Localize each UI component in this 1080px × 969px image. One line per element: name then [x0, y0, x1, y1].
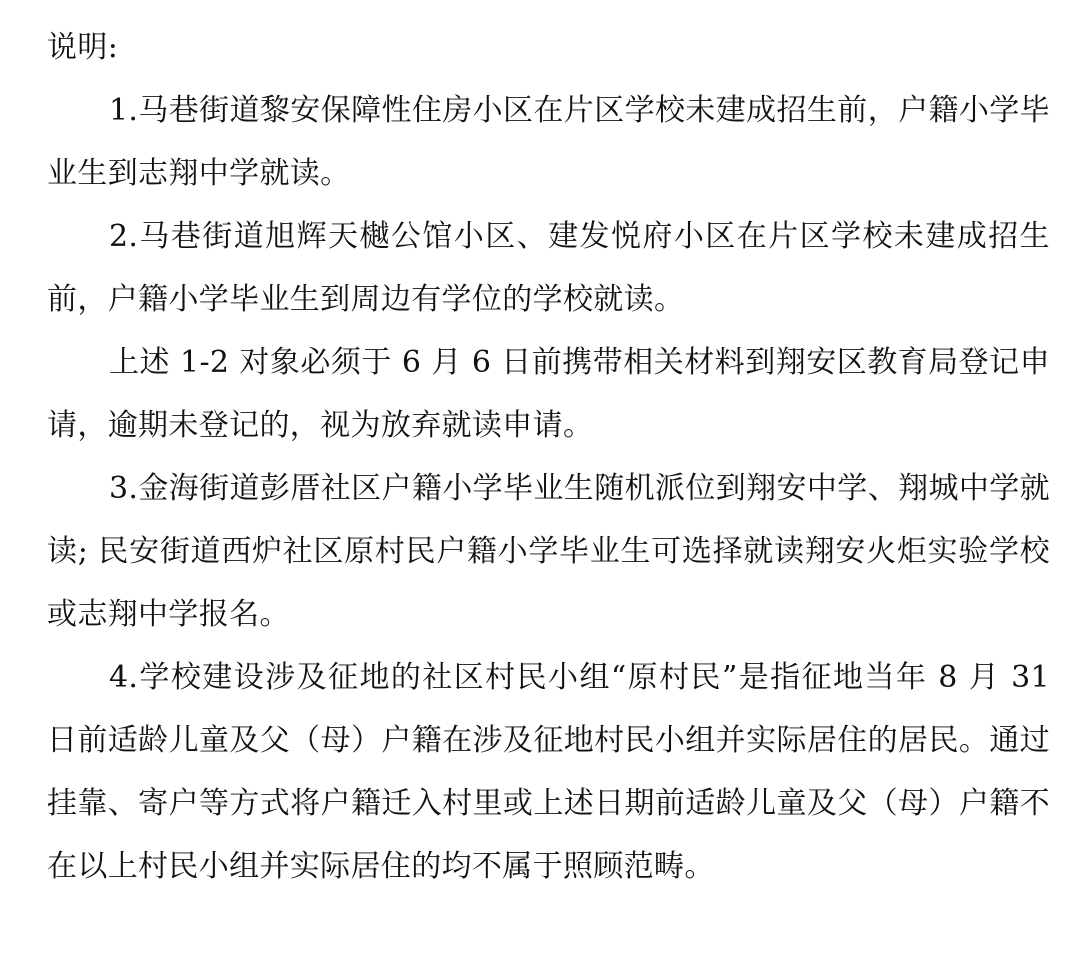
note-item-1: 1.马巷街道黎安保障性住房小区在片区学校未建成招生前，户籍小学毕业生到志翔中学就读。 — [47, 93, 1050, 191]
note-item-3: 3.金海街道彭厝社区户籍小学毕业生随机派位到翔安中学、翔城中学就读; 民安街道西炉社区原村民户籍小学毕业生可选择就读翔安火炬实验学校或志翔中学报名。 — [47, 471, 1050, 632]
notes-heading: 说明: — [47, 30, 119, 65]
note-registration-requirement: 上述 1-2 对象必须于 6 月 6 日前携带相关材料到翔安区教育局登记申请，逾期未登记的，视为放弃就读申请。 — [47, 345, 1050, 443]
note-item-4: 4.学校建设涉及征地的社区村民小组“原村民”是指征地当年 8 月 31 日前适龄儿童及父（母）户籍在涉及征地村民小组并实际居住的居民。通过挂靠、寄户等方式将户籍迁入村里或上述日期前适龄儿童及父（母）户籍不在以上村民小组并实际居住的均不属于照顾范畴。 — [47, 660, 1050, 884]
note-item-2: 2.马巷街道旭辉天樾公馆小区、建发悦府小区在片区学校未建成招生前，户籍小学毕业生到周边有学位的学校就读。 — [47, 219, 1050, 317]
